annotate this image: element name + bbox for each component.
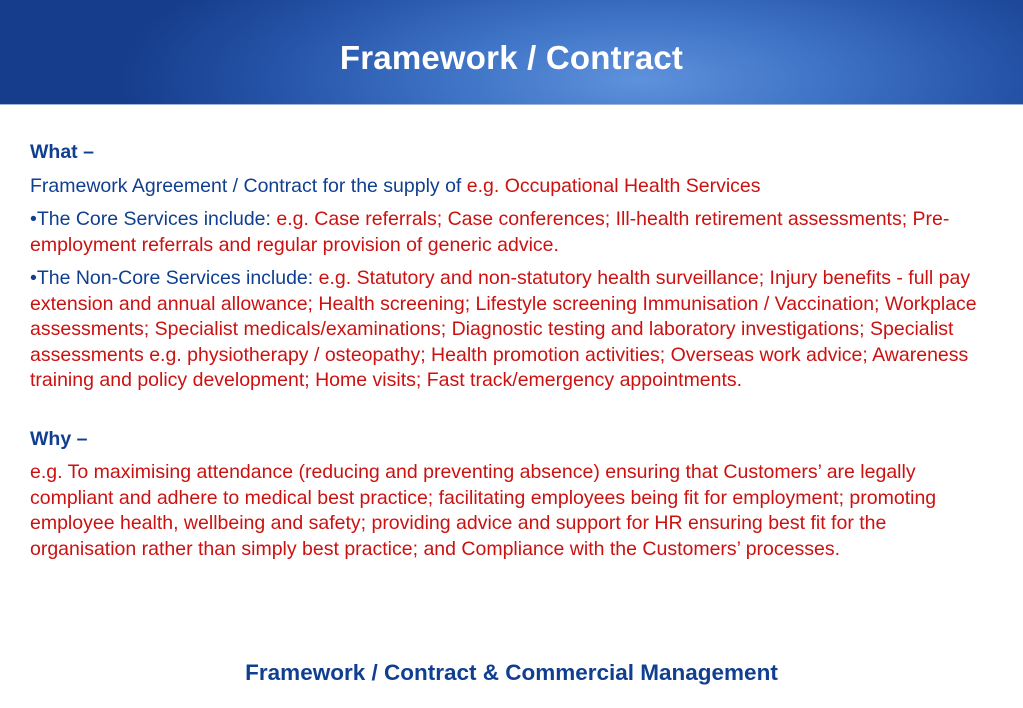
bullet-icon: • [30,208,37,230]
why-text: e.g. To maximising attendance (reducing and preventing absence) ensuring that Customers’ are legally compliant and adhere to medical best practice; facilitating employees being fit for employment; promoting employee health, wellbeing and safety; providing advice and support for HR ensuring best fit for the organisation rather than simply best practice; and Compliance with the Customers’ processes. [30,461,937,560]
noncore-services-label: The Non-Core Services include: [36,267,319,289]
slide-header [0,0,1023,105]
slide-body [30,140,995,562]
what-description [30,174,995,200]
noncore-services-text: e.g. Statutory and non-statutory health surveillance; Injury benefits - full pay extension and annual allowance; Health screening; Lifestyle screening Immunisation / Vaccination; Workplace assessments; Specialist medicals/examinations; Diagnostic testing and laboratory investigations; Specialist assessments e.g. physiotherapy / osteopathy; Health promotion activities; Overseas work advice; Awareness training and policy development; Home visits; Fast track/emergency appointments. [30,267,977,391]
slide-title: Framework / Contract [339,39,684,76]
bullet-icon: • [30,267,37,289]
what-description-example: e.g. Occupational Health Services [466,174,761,197]
core-services-bullet [30,207,995,258]
what-heading: What – [30,141,94,163]
what-description-prefix: Framework Agreement / Contract for the supply of [30,174,467,197]
why-heading: Why – [30,427,88,450]
core-services-label: The Core Services include: [36,208,277,230]
noncore-services-bullet [30,266,995,394]
slide-footer: Framework / Contract & Commercial Management [245,660,778,685]
core-services-text: e.g. Case referrals; Case conferences; Ill-health retirement assessments; Pre-employment referrals and regular provision of generic advice. [30,208,950,256]
